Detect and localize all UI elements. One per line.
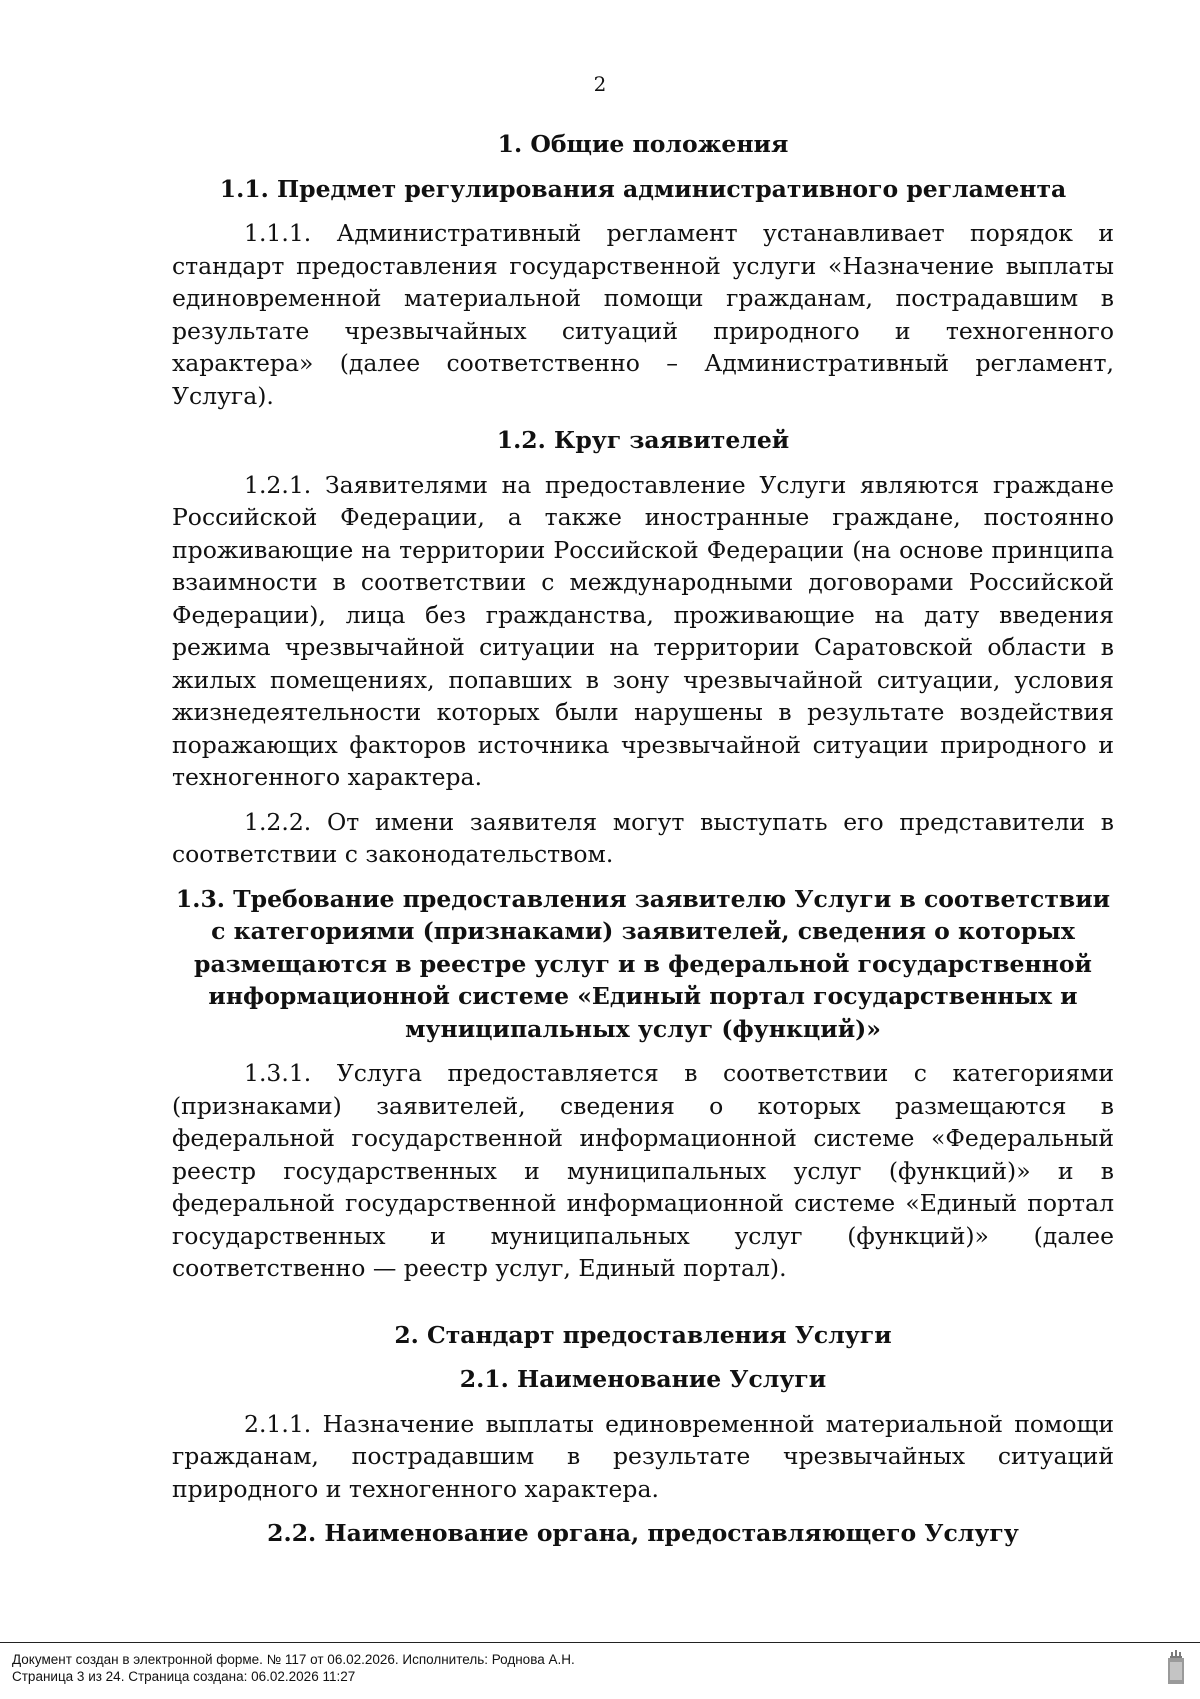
footer-text [12,1651,575,1685]
page-number: 2 [593,72,607,96]
section-heading-2-2: 2.2. Наименование органа, предоставляющего Услугу [267,1519,1019,1547]
paragraph-2-1-1: 2.1.1. Назначение выплаты единовременной материальной помощи гражданам, пострадавшим в результате чрезвычайных ситуаций природного и техногенного характера. [172,1409,1114,1503]
footer-line-2: Страница 3 из 24. Страница создана: 06.02.2026 11:27 [12,1669,356,1684]
document-footer [0,1642,1200,1699]
section-heading-1-1: 1.1. Предмет регулирования административного регламента [219,174,1067,203]
paragraph-1-1-1: 1.1.1. Административный регламент устанавливает порядок и стандарт предоставления государственной услуги «Назначение выплаты единовременной материальной помощи гражданам, пострадавшим в результате чрезвычайных ситуаций природного и техногенного характера» (далее соответственно – Административный регламент, Услуга). [172,219,1114,410]
section-heading-1-3: 1.3. Требование предоставления заявителю Услуги в соответствии с категориями (признаками) заявителей, сведения о которых размещаются в реестре услуг и в федеральной государственной информационной системе «Единый портал государственных и муниципальных услуг (функций)» [175,884,1111,1043]
paragraph-1-3-1: 1.3.1. Услуга предоставляется в соответствии с категориями (признаками) заявителей, сведения о которых размещаются в федеральной государственной информационной системе «Федеральный реестр государственных и муниципальных услуг (функций)» и в федеральной государственной информационной системе «Единый портал государственных и муниципальных услуг (функций)» (далее соответственно — реестр услуг, Единый портал). [172,1059,1114,1282]
section-heading-1: 1. Общие положения [497,130,789,158]
section-heading-2-1: 2.1. Наименование Услуги [459,1365,827,1393]
document-body [172,128,1114,1550]
paragraph-1-2-2: 1.2.2. От имени заявителя могут выступать его представители в соответствии с законодательством. [172,807,1114,868]
footer-line-1: Документ создан в электронной форме. № 117 от 06.02.2026. Исполнитель: Роднова А.Н. [12,1652,575,1667]
emblem-icon [1164,1649,1188,1689]
section-heading-1-2: 1.2. Круг заявителей [496,426,790,454]
section-heading-2: 2. Стандарт предоставления Услуги [394,1320,892,1349]
paragraph-1-2-1: 1.2.1. Заявителями на предоставление Услуги являются граждане Российской Федерации, а также иностранные граждане, постоянно проживающие на территории Российской Федерации (на основе принципа взаимности в соответствии с международными договорами Российской Федерации), лица без гражданства, проживающие на дату введения режима чрезвычайной ситуации на территории Саратовской области в жилых помещениях, попавших в зону чрезвычайной ситуации, условия жизнедеятельности которых были нарушены в результате воздействия поражающих факторов источника чрезвычайной ситуации природного и техногенного характера. [172,470,1114,791]
